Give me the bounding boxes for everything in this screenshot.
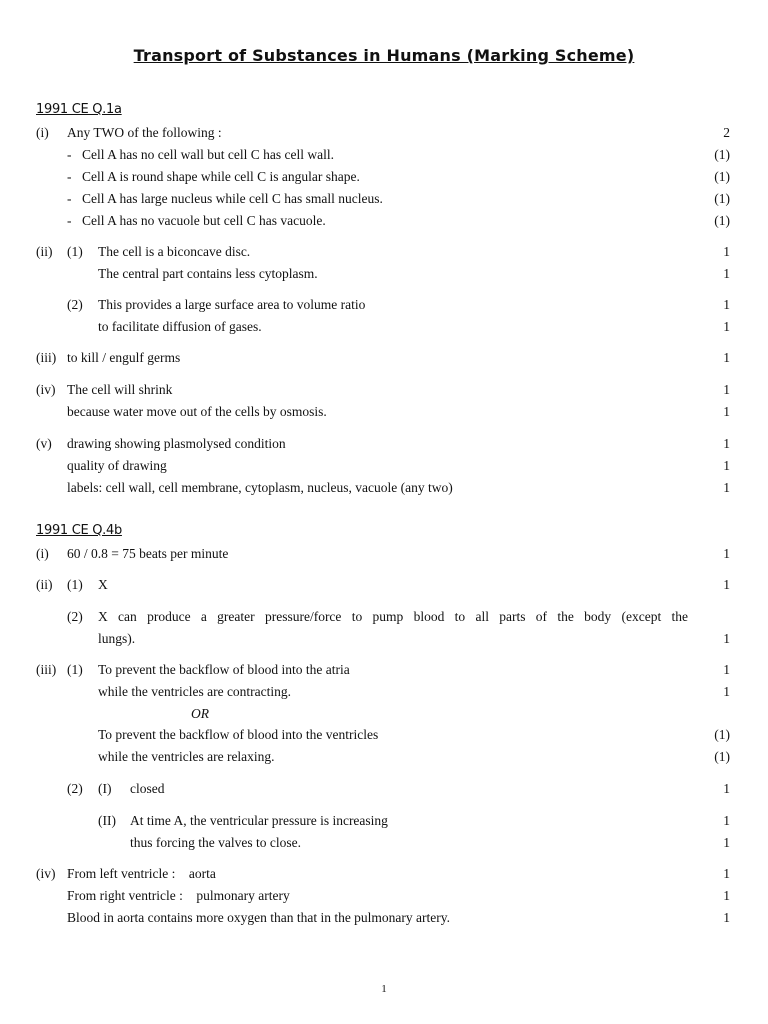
mark: (1) (714, 727, 730, 742)
sub-sub-item-number: (I) (98, 781, 112, 796)
answer-text: From right ventricle : pulmonary artery (67, 888, 290, 903)
or-separator: OR (191, 706, 209, 721)
mark: 1 (723, 813, 730, 828)
mark: 1 (723, 546, 730, 561)
q4b-ii-2-line2 (0, 630, 768, 648)
q4b-iii-2-a (0, 780, 768, 798)
mark: (1) (714, 749, 730, 764)
list-item (0, 190, 768, 208)
answer-text: Cell A has no vacuole but cell C has vacuole. (82, 213, 326, 228)
q1a-v-line2 (0, 457, 768, 475)
mark: 1 (723, 888, 730, 903)
item-number: (ii) (36, 244, 53, 259)
mark: 1 (723, 404, 730, 419)
answer-text: X (98, 577, 108, 592)
list-item (0, 168, 768, 186)
page-number: 1 (381, 983, 387, 995)
q4b-iii-1-line1 (0, 661, 768, 679)
answer-text: closed (130, 781, 165, 796)
q4b-iv-line2 (0, 887, 768, 905)
mark: 1 (723, 866, 730, 881)
sub-item-number: (1) (67, 244, 83, 259)
q4b-iv-line1 (0, 865, 768, 883)
mark: 1 (723, 781, 730, 796)
answer-text: drawing showing plasmolysed condition (67, 436, 286, 451)
q1a-v-line3 (0, 479, 768, 497)
answer-text: 60 / 0.8 = 75 beats per minute (67, 546, 229, 561)
answer-text: At time A, the ventricular pressure is increasing (130, 813, 388, 828)
answer-text: Cell A is round shape while cell C is angular shape. (82, 169, 360, 184)
mark: 1 (723, 684, 730, 699)
q4b-ii-2-line1 (0, 608, 768, 626)
mark: 2 (723, 125, 730, 140)
mark: 1 (723, 436, 730, 451)
bullet-dash: - (67, 147, 72, 162)
q1a-ii-1-line2 (0, 265, 768, 283)
answer-text: Any TWO of the following : (67, 125, 222, 140)
q1a-ii-2-line1 (0, 296, 768, 314)
q4b-iii-2-b-line1 (0, 812, 768, 830)
answer-text: thus forcing the valves to close. (130, 835, 301, 850)
sub-item-number: (2) (67, 297, 83, 312)
q1a-ii-1-line1 (0, 243, 768, 261)
mark: 1 (723, 297, 730, 312)
answer-text: X can produce a greater pressure/force to pump blood to all parts of the body (except the (98, 609, 688, 624)
mark: 1 (723, 631, 730, 646)
sub-item-number: (2) (67, 781, 83, 796)
answer-text: while the ventricles are relaxing. (98, 749, 275, 764)
mark: (1) (714, 147, 730, 162)
answer-text: To prevent the backflow of blood into the ventricles (98, 727, 379, 742)
list-item (0, 146, 768, 164)
q1a-iii (0, 349, 768, 367)
item-number: (iv) (36, 866, 56, 881)
answer-text: to facilitate diffusion of gases. (98, 319, 262, 334)
q4b-iii-1-line2 (0, 683, 768, 701)
mark: 1 (723, 382, 730, 397)
mark: 1 (723, 458, 730, 473)
answer-text: Cell A has large nucleus while cell C has small nucleus. (82, 191, 383, 206)
q4b-iii-2-b-line2 (0, 834, 768, 852)
q1a-iv-line1 (0, 381, 768, 399)
answer-text: Cell A has no cell wall but cell C has cell wall. (82, 147, 334, 162)
item-number: (i) (36, 125, 49, 140)
answer-text: The central part contains less cytoplasm. (98, 266, 318, 281)
mark: 1 (723, 835, 730, 850)
answer-text: Blood in aorta contains more oxygen than that in the pulmonary artery. (67, 910, 451, 925)
sub-item-number: (1) (67, 577, 83, 592)
sub-item-number: (1) (67, 662, 83, 677)
item-number: (iii) (36, 662, 57, 677)
q1a-v-line1 (0, 435, 768, 453)
q1a-ii-2-line2 (0, 318, 768, 336)
list-item (0, 212, 768, 230)
item-number: (ii) (36, 577, 53, 592)
mark: 1 (723, 480, 730, 495)
q4b-i (0, 545, 768, 563)
mark: (1) (714, 191, 730, 206)
q1a-i-intro (0, 124, 768, 142)
sub-sub-item-number: (II) (98, 813, 116, 828)
mark: 1 (723, 577, 730, 592)
answer-text: quality of drawing (67, 458, 167, 473)
section-heading-1991-q4b: 1991 CE Q.4b (36, 523, 122, 538)
answer-text: because water move out of the cells by osmosis. (67, 404, 327, 419)
q1a-iv-line2 (0, 403, 768, 421)
mark: 1 (723, 266, 730, 281)
q4b-iii-1-or (0, 705, 768, 723)
bullet-dash: - (67, 169, 72, 184)
answer-text: The cell will shrink (67, 382, 173, 397)
answer-text: while the ventricles are contracting. (98, 684, 292, 699)
mark: (1) (714, 213, 730, 228)
answer-text: From left ventricle : aorta (67, 866, 216, 881)
mark: 1 (723, 319, 730, 334)
item-number: (i) (36, 546, 49, 561)
q4b-iii-1-line3 (0, 726, 768, 744)
bullet-dash: - (67, 191, 72, 206)
answer-text: To prevent the backflow of blood into the atria (98, 662, 350, 677)
mark: 1 (723, 244, 730, 259)
q4b-iii-1-line4 (0, 748, 768, 766)
answer-text: lungs). (98, 631, 136, 646)
q4b-iv-line3 (0, 909, 768, 927)
section-heading-1991-q1a: 1991 CE Q.1a (36, 102, 122, 117)
item-number: (iii) (36, 350, 57, 365)
item-number: (v) (36, 436, 52, 451)
bullet-dash: - (67, 213, 72, 228)
answer-text: to kill / engulf germs (67, 350, 181, 365)
mark: 1 (723, 662, 730, 677)
q4b-ii-1 (0, 576, 768, 594)
answer-text: labels: cell wall, cell membrane, cytoplasm, nucleus, vacuole (any two) (67, 480, 453, 495)
sub-item-number: (2) (67, 609, 83, 624)
page-title: Transport of Substances in Humans (Marking Scheme) (133, 46, 635, 65)
mark: (1) (714, 169, 730, 184)
item-number: (iv) (36, 382, 56, 397)
mark: 1 (723, 350, 730, 365)
answer-text: The cell is a biconcave disc. (98, 244, 251, 259)
mark: 1 (723, 910, 730, 925)
answer-text: This provides a large surface area to volume ratio (98, 297, 366, 312)
